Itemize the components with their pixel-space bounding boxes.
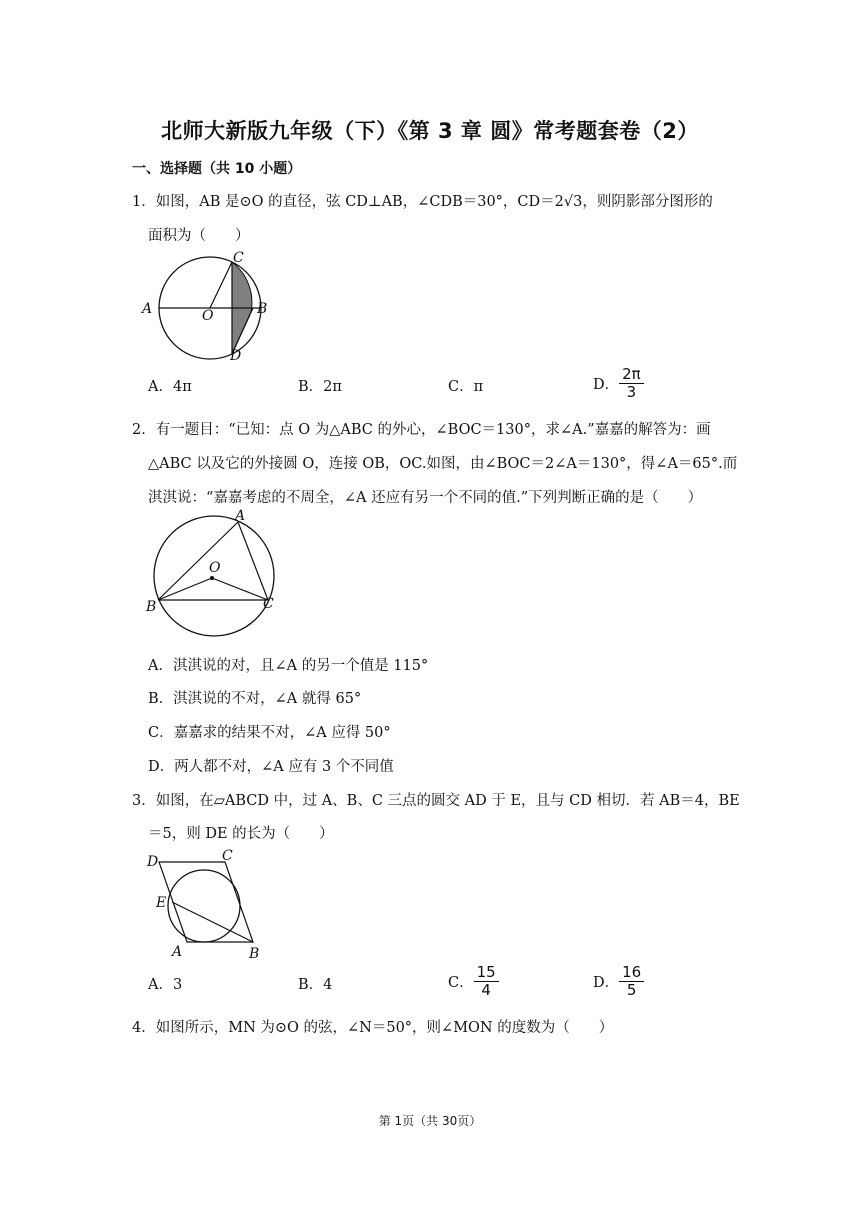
q1-stem-line2: 面积为（ ） (148, 228, 250, 244)
q2-segment-ob (158, 578, 212, 600)
q1-label-b: B (257, 301, 268, 317)
q2-figure (140, 508, 290, 640)
q2-label-a: A (235, 508, 246, 524)
q3-option-d-prefix: D． (593, 975, 620, 991)
q1-label-a: A (142, 301, 153, 317)
q2-option-a[interactable]: A．淇淇说的对，且∠A 的另一个值是 115° (148, 658, 429, 674)
q1-option-c[interactable]: C．π (448, 379, 484, 395)
q3-option-d-denominator: 5 (626, 981, 637, 999)
q2-center-point (210, 576, 214, 580)
q2-option-d[interactable]: D．两人都不对，∠A 应有 3 个不同值 (148, 759, 394, 775)
q1-stem-line1: 1．如图，AB 是⊙O 的直径，弦 CD⊥AB，∠CDB＝30°，CD＝2√3，则阴影部分图形的 (132, 194, 713, 210)
q1-option-d-denominator: 3 (626, 383, 637, 401)
q2-segment-oc (212, 578, 268, 600)
page-title: 北师大新版九年级（下）《第 3 章 圆》常考题套卷（2） (161, 119, 699, 143)
q3-option-c[interactable] (448, 964, 499, 999)
q2-label-c: C (263, 596, 274, 612)
q2-label-b: B (146, 599, 157, 615)
section-heading: 一、选择题（共 10 小题） (132, 161, 302, 177)
q3-figure (142, 846, 260, 964)
q2-label-o: O (209, 560, 221, 576)
q3-option-b[interactable]: B．4 (298, 977, 333, 993)
q3-label-d: D (147, 854, 159, 870)
q3-label-a: A (172, 944, 183, 960)
q3-option-c-fraction (474, 964, 499, 999)
q2-stem-line3: 淇淇说：“嘉嘉考虑的不周全，∠A 还应有另一个不同的值.”下列判断正确的是（ ） (148, 490, 703, 506)
q1-radius-oc (210, 262, 232, 308)
q2-option-c[interactable]: C．嘉嘉求的结果不对，∠A 应得 50° (148, 725, 391, 741)
q3-option-c-numerator: 15 (474, 964, 499, 982)
q1-label-o: O (202, 308, 214, 324)
q1-option-a[interactable]: A．4π (148, 379, 192, 395)
q1-option-d-numerator: 2π (619, 366, 644, 384)
q2-stem-line2: △ABC 以及它的外接圆 O，连接 OB，OC.如图，由∠BOC＝2∠A＝130°，得∠A＝65°.而 (148, 456, 738, 472)
q3-option-d-fraction (619, 964, 644, 999)
q4-stem-line1: 4．如图所示，MN 为⊙O 的弦，∠N＝50°，则∠MON 的度数为（ ） (132, 1020, 614, 1036)
q3-stem-line2: ＝5，则 DE 的长为（ ） (148, 826, 334, 842)
page-footer: 第 1页（共 30页） (378, 1114, 482, 1128)
q3-option-a[interactable]: A．3 (148, 977, 183, 993)
q3-label-b: B (249, 946, 260, 962)
q3-option-c-prefix: C． (448, 975, 474, 991)
q3-label-e: E (156, 895, 167, 911)
q3-label-c: C (222, 848, 233, 864)
q1-label-d: D (230, 348, 242, 364)
q3-option-d[interactable] (593, 964, 644, 999)
q2-option-b[interactable]: B．淇淇说的不对，∠A 就得 65° (148, 691, 362, 707)
q3-stem-line1: 3．如图，在▱ABCD 中，过 A、B、C 三点的圆交 AD 于 E，且与 CD 相切．若 AB＝4，BE (132, 793, 740, 809)
q2-stem-line1: 2．有一题目：“已知：点 O 为△ABC 的外心，∠BOC＝130°，求∠A.”嘉嘉的解答为：画 (132, 422, 711, 438)
q3-option-d-numerator: 16 (619, 964, 644, 982)
q1-figure (140, 248, 280, 368)
q1-option-b[interactable]: B．2π (298, 379, 342, 395)
q1-option-d[interactable] (593, 366, 644, 401)
q1-option-d-fraction (619, 366, 644, 401)
q1-option-d-prefix: D． (593, 377, 620, 393)
q2-circle (154, 516, 274, 636)
q3-option-c-denominator: 4 (481, 981, 491, 999)
q2-side-ac (238, 522, 268, 600)
q1-label-c: C (233, 250, 244, 266)
q2-side-ab (158, 522, 238, 600)
